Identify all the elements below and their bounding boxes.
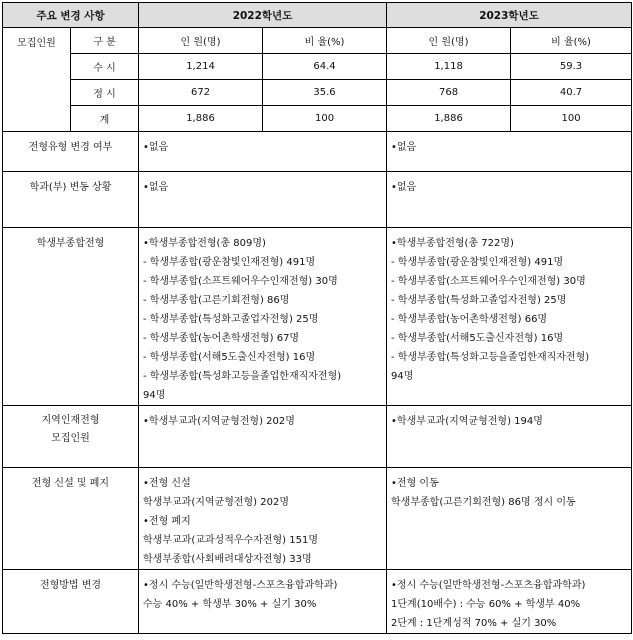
- list-item: - 학생부종합(서해5도출신자전형) 16명: [391, 333, 564, 344]
- list-item: 1단계(10배수) : 수능 60% + 학생부 40%: [391, 599, 581, 610]
- table-row: [3, 80, 632, 106]
- ratio-2022: 100: [263, 106, 387, 132]
- list-item: 학생부교과(지역균형전형) 202명: [143, 497, 290, 508]
- list-item: 수능 40% + 학생부 30% + 실기 30%: [143, 599, 317, 610]
- ratio-2023: 40.7: [511, 80, 632, 106]
- recruit-label: 모집인원: [3, 28, 71, 132]
- count-2022: 1,886: [139, 106, 263, 132]
- regional-2023: •학생부교과(지역균형전형) 194명: [387, 406, 632, 468]
- type-change-row: [3, 132, 632, 172]
- list-item: •전형 신설: [143, 478, 191, 489]
- table-row: [3, 106, 632, 132]
- new-abolish-label: 전형 신설 및 폐지: [3, 468, 139, 570]
- regional-label: [3, 406, 139, 468]
- admission-changes-table: [2, 2, 632, 634]
- list-item: - 학생부종합(농어촌학생전형) 67명: [143, 333, 300, 344]
- new-abolish-row: [3, 468, 632, 570]
- subheader-kind: 구 분: [71, 28, 139, 54]
- header-year-2023: 2023학년도: [387, 3, 632, 28]
- list-item: •전형 폐지: [143, 516, 191, 527]
- type-change-label: 전형유형 변경 여부: [3, 132, 139, 172]
- list-item: 94명: [143, 390, 166, 401]
- new-abolish-2023: [387, 468, 632, 570]
- method-row: [3, 570, 632, 634]
- list-item: - 학생부종합(소프트웨어우수인재전형) 30명: [391, 276, 586, 287]
- list-item: - 학생부종합(소프트웨어우수인재전형) 30명: [143, 276, 338, 287]
- comprehensive-label: 학생부종합전형: [3, 228, 139, 406]
- comprehensive-row: [3, 228, 632, 406]
- regional-row: [3, 406, 632, 468]
- subheader-ratio-2022: 비 율(%): [263, 28, 387, 54]
- comprehensive-2023: [387, 228, 632, 406]
- dept-change-row: [3, 172, 632, 228]
- ratio-2022: 35.6: [263, 80, 387, 106]
- list-item: 2단계 : 1단계성적 70% + 실기 30%: [391, 618, 557, 629]
- dept-change-label: 학과(부) 변동 상황: [3, 172, 139, 228]
- header-year-2022: 2022학년도: [139, 3, 387, 28]
- list-item: •학생부종합전형(총 722명): [391, 238, 514, 249]
- list-item: - 학생부종합(특성화고등을졸업한재직자전형): [391, 352, 590, 363]
- list-item: •학생부종합전형(총 809명): [143, 238, 266, 249]
- list-item: - 학생부종합(농어촌학생전형) 66명: [391, 314, 548, 325]
- list-item: - 학생부종합(광운참빛인재전형) 491명: [391, 257, 564, 268]
- new-abolish-2022: [139, 468, 387, 570]
- ratio-2022: 64.4: [263, 54, 387, 80]
- header-main-changes: 주요 변경 사항: [3, 3, 139, 28]
- row-kind: 계: [71, 106, 139, 132]
- list-item: - 학생부종합(특성화고졸업자전형) 25명: [143, 314, 319, 325]
- dept-change-2022: •없음: [139, 172, 387, 228]
- type-change-2023: •없음: [387, 132, 632, 172]
- list-item: •정시 수능(일반학생전형-스포츠융합과학과): [143, 580, 338, 591]
- list-item: 학생부교과(교과성적우수자전형) 151명: [143, 535, 318, 546]
- regional-label-line1: 지역인재전형: [41, 415, 100, 426]
- type-change-2022: •없음: [139, 132, 387, 172]
- ratio-2023: 59.3: [511, 54, 632, 80]
- method-2022: [139, 570, 387, 634]
- count-2022: 672: [139, 80, 263, 106]
- list-item: - 학생부종합(광운참빛인재전형) 491명: [143, 257, 316, 268]
- count-2022: 1,214: [139, 54, 263, 80]
- regional-label-line2: 모집인원: [51, 433, 90, 444]
- list-item: - 학생부종합(서해5도출신자전형) 16명: [143, 352, 316, 363]
- subheader-ratio-2023: 비 율(%): [511, 28, 632, 54]
- subheader-count-2023: 인 원(명): [387, 28, 511, 54]
- list-item: •전형 이동: [391, 478, 439, 489]
- method-label: 전형방법 변경: [3, 570, 139, 634]
- count-2023: 1,118: [387, 54, 511, 80]
- regional-2022: •학생부교과(지역균형전형) 202명: [139, 406, 387, 468]
- recruit-subheader-row: [3, 28, 632, 54]
- table-header-row: [3, 3, 632, 28]
- list-item: 학생부종합(사회배려대상자전형) 33명: [143, 554, 312, 565]
- subheader-count-2022: 인 원(명): [139, 28, 263, 54]
- row-kind: 수 시: [71, 54, 139, 80]
- method-2023: [387, 570, 632, 634]
- list-item: 학생부종합(고른기회전형) 86명 정시 이동: [391, 497, 576, 508]
- table-row: [3, 54, 632, 80]
- list-item: •정시 수능(일반학생전형-스포츠융합과학과): [391, 580, 586, 591]
- list-item: - 학생부종합(특성화고졸업자전형) 25명: [391, 295, 567, 306]
- list-item: 94명: [391, 371, 414, 382]
- ratio-2023: 100: [511, 106, 632, 132]
- list-item: - 학생부종합(고른기회전형) 86명: [143, 295, 290, 306]
- count-2023: 768: [387, 80, 511, 106]
- row-kind: 정 시: [71, 80, 139, 106]
- list-item: - 학생부종합(특성화고등을졸업한재직자전형): [143, 371, 342, 382]
- comprehensive-2022: [139, 228, 387, 406]
- dept-change-2023: •없음: [387, 172, 632, 228]
- count-2023: 1,886: [387, 106, 511, 132]
